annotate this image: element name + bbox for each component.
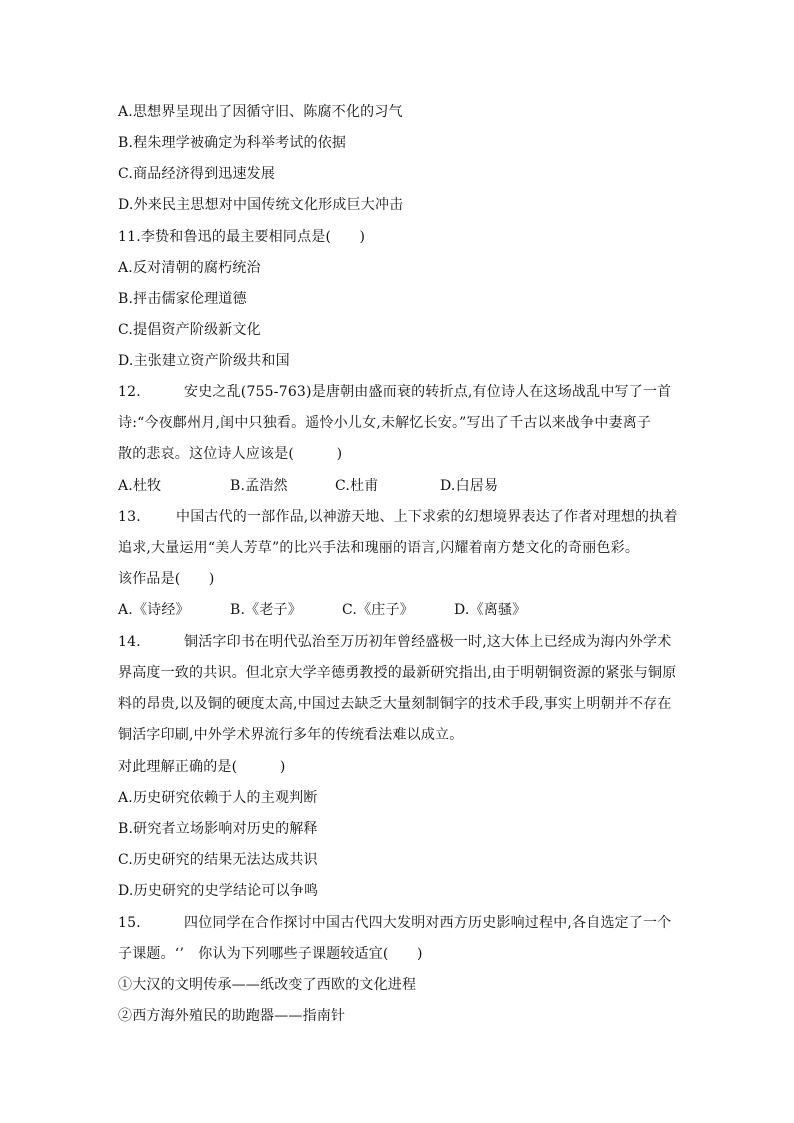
q12-option-d: D.白居易 bbox=[440, 478, 499, 494]
q15-number: 15. bbox=[118, 915, 141, 931]
q12-number: 12. bbox=[118, 384, 141, 400]
q13-line-1 bbox=[118, 507, 678, 527]
q15-line-1 bbox=[118, 913, 671, 933]
q13-option-d: D.《离骚》 bbox=[454, 602, 527, 618]
q11-option-d: D.主张建立资产阶级共和国 bbox=[118, 353, 290, 369]
q11-stem: 11.李贽和鲁迅的最主要相同点是( ) bbox=[118, 229, 366, 245]
q15-item-2: ②西方海外殖民的助跑器——指南针 bbox=[118, 1008, 346, 1024]
q11-option-b: B.抨击儒家伦理道德 bbox=[118, 291, 247, 307]
q12-options bbox=[118, 476, 498, 496]
q15-item-1: ①大汉的文明传承——纸改变了西欧的文化进程 bbox=[118, 977, 417, 993]
q13-line-3: 该作品是( ) bbox=[118, 571, 215, 587]
q13-number: 13. bbox=[118, 509, 141, 525]
q14-line-1 bbox=[118, 632, 671, 652]
q12-line-3: 散的悲哀。这位诗人应该是( ) bbox=[118, 446, 343, 462]
q14-line-2: 界高度一致的共识。但北京大学辛德勇教授的最新研究指出,由于明朝铜资源的紧张与铜原 bbox=[118, 665, 677, 681]
q14-option-a: A.历史研究依赖于人的主观判断 bbox=[118, 790, 318, 806]
q14-line-3: 料的昂贵,以及铜的硬度太高,中国过去缺乏大量刻制铜字的技术手段,事实上明朝并不存在 bbox=[118, 696, 672, 712]
q14-option-b: B.研究者立场影响对历史的解释 bbox=[118, 821, 318, 837]
q13-text: 中国古代的一部作品,以神游天地、上下求索的幻想境界表达了作者对理想的执着 bbox=[176, 509, 678, 525]
q13-options bbox=[118, 600, 526, 620]
q14-line-5: 对此理解正确的是( ) bbox=[118, 759, 286, 775]
q11-option-a: A.反对清朝的腐朽统治 bbox=[118, 260, 261, 276]
q12-text: 安史之乱(755-763)是唐朝由盛而衰的转折点,有位诗人在这场战乱中写了一首 bbox=[184, 384, 672, 400]
q12-line-2: 诗:“今夜鄜州月,闺中只独看。遥怜小儿女,未解忆长安。”写出了千古以来战争中妻离子 bbox=[118, 415, 652, 431]
q14-number: 14. bbox=[118, 634, 141, 650]
q14-line-4: 铜活字印刷,中外学术界流行多年的传统看法难以成立。 bbox=[118, 727, 464, 743]
q14-text: 铜活字印书在明代弘治至万历初年曾经盛极一时,这大体上已经成为海内外学术 bbox=[184, 634, 672, 650]
q10-option-c: C.商品经济得到迅速发展 bbox=[118, 166, 276, 182]
q15-text: 四位同学在合作探讨中国古代四大发明对西方历史影响过程中,各自选定了一个 bbox=[184, 915, 672, 931]
q10-option-a: A.思想界呈现出了因循守旧、陈腐不化的习气 bbox=[118, 104, 403, 120]
q13-option-c: C.《庄子》 bbox=[342, 602, 414, 618]
q11-option-c: C.提倡资产阶级新文化 bbox=[118, 322, 261, 338]
q13-option-b: B.《老子》 bbox=[230, 602, 302, 618]
q10-option-d: D.外来民主思想对中国传统文化形成巨大冲击 bbox=[118, 197, 404, 213]
q14-option-d: D.历史研究的史学结论可以争鸣 bbox=[118, 883, 319, 899]
q12-line-1 bbox=[118, 382, 671, 402]
q10-option-b: B.程朱理学被确定为科举考试的依据 bbox=[118, 135, 347, 151]
q14-option-c: C.历史研究的结果无法达成共识 bbox=[118, 852, 318, 868]
q13-option-a: A.《诗经》 bbox=[118, 602, 190, 618]
q12-option-a: A.杜牧 bbox=[118, 478, 162, 494]
q15-line-2: 子课题。‘’ 你认为下列哪些子课题较适宜( ) bbox=[118, 946, 423, 962]
q13-line-2: 追求,大量运用“美人芳草”的比兴手法和瑰丽的语言,闪耀着南方楚文化的奇丽色彩。 bbox=[118, 540, 640, 556]
q12-option-b: B.孟浩然 bbox=[230, 478, 288, 494]
q12-option-c: C.杜甫 bbox=[335, 478, 379, 494]
